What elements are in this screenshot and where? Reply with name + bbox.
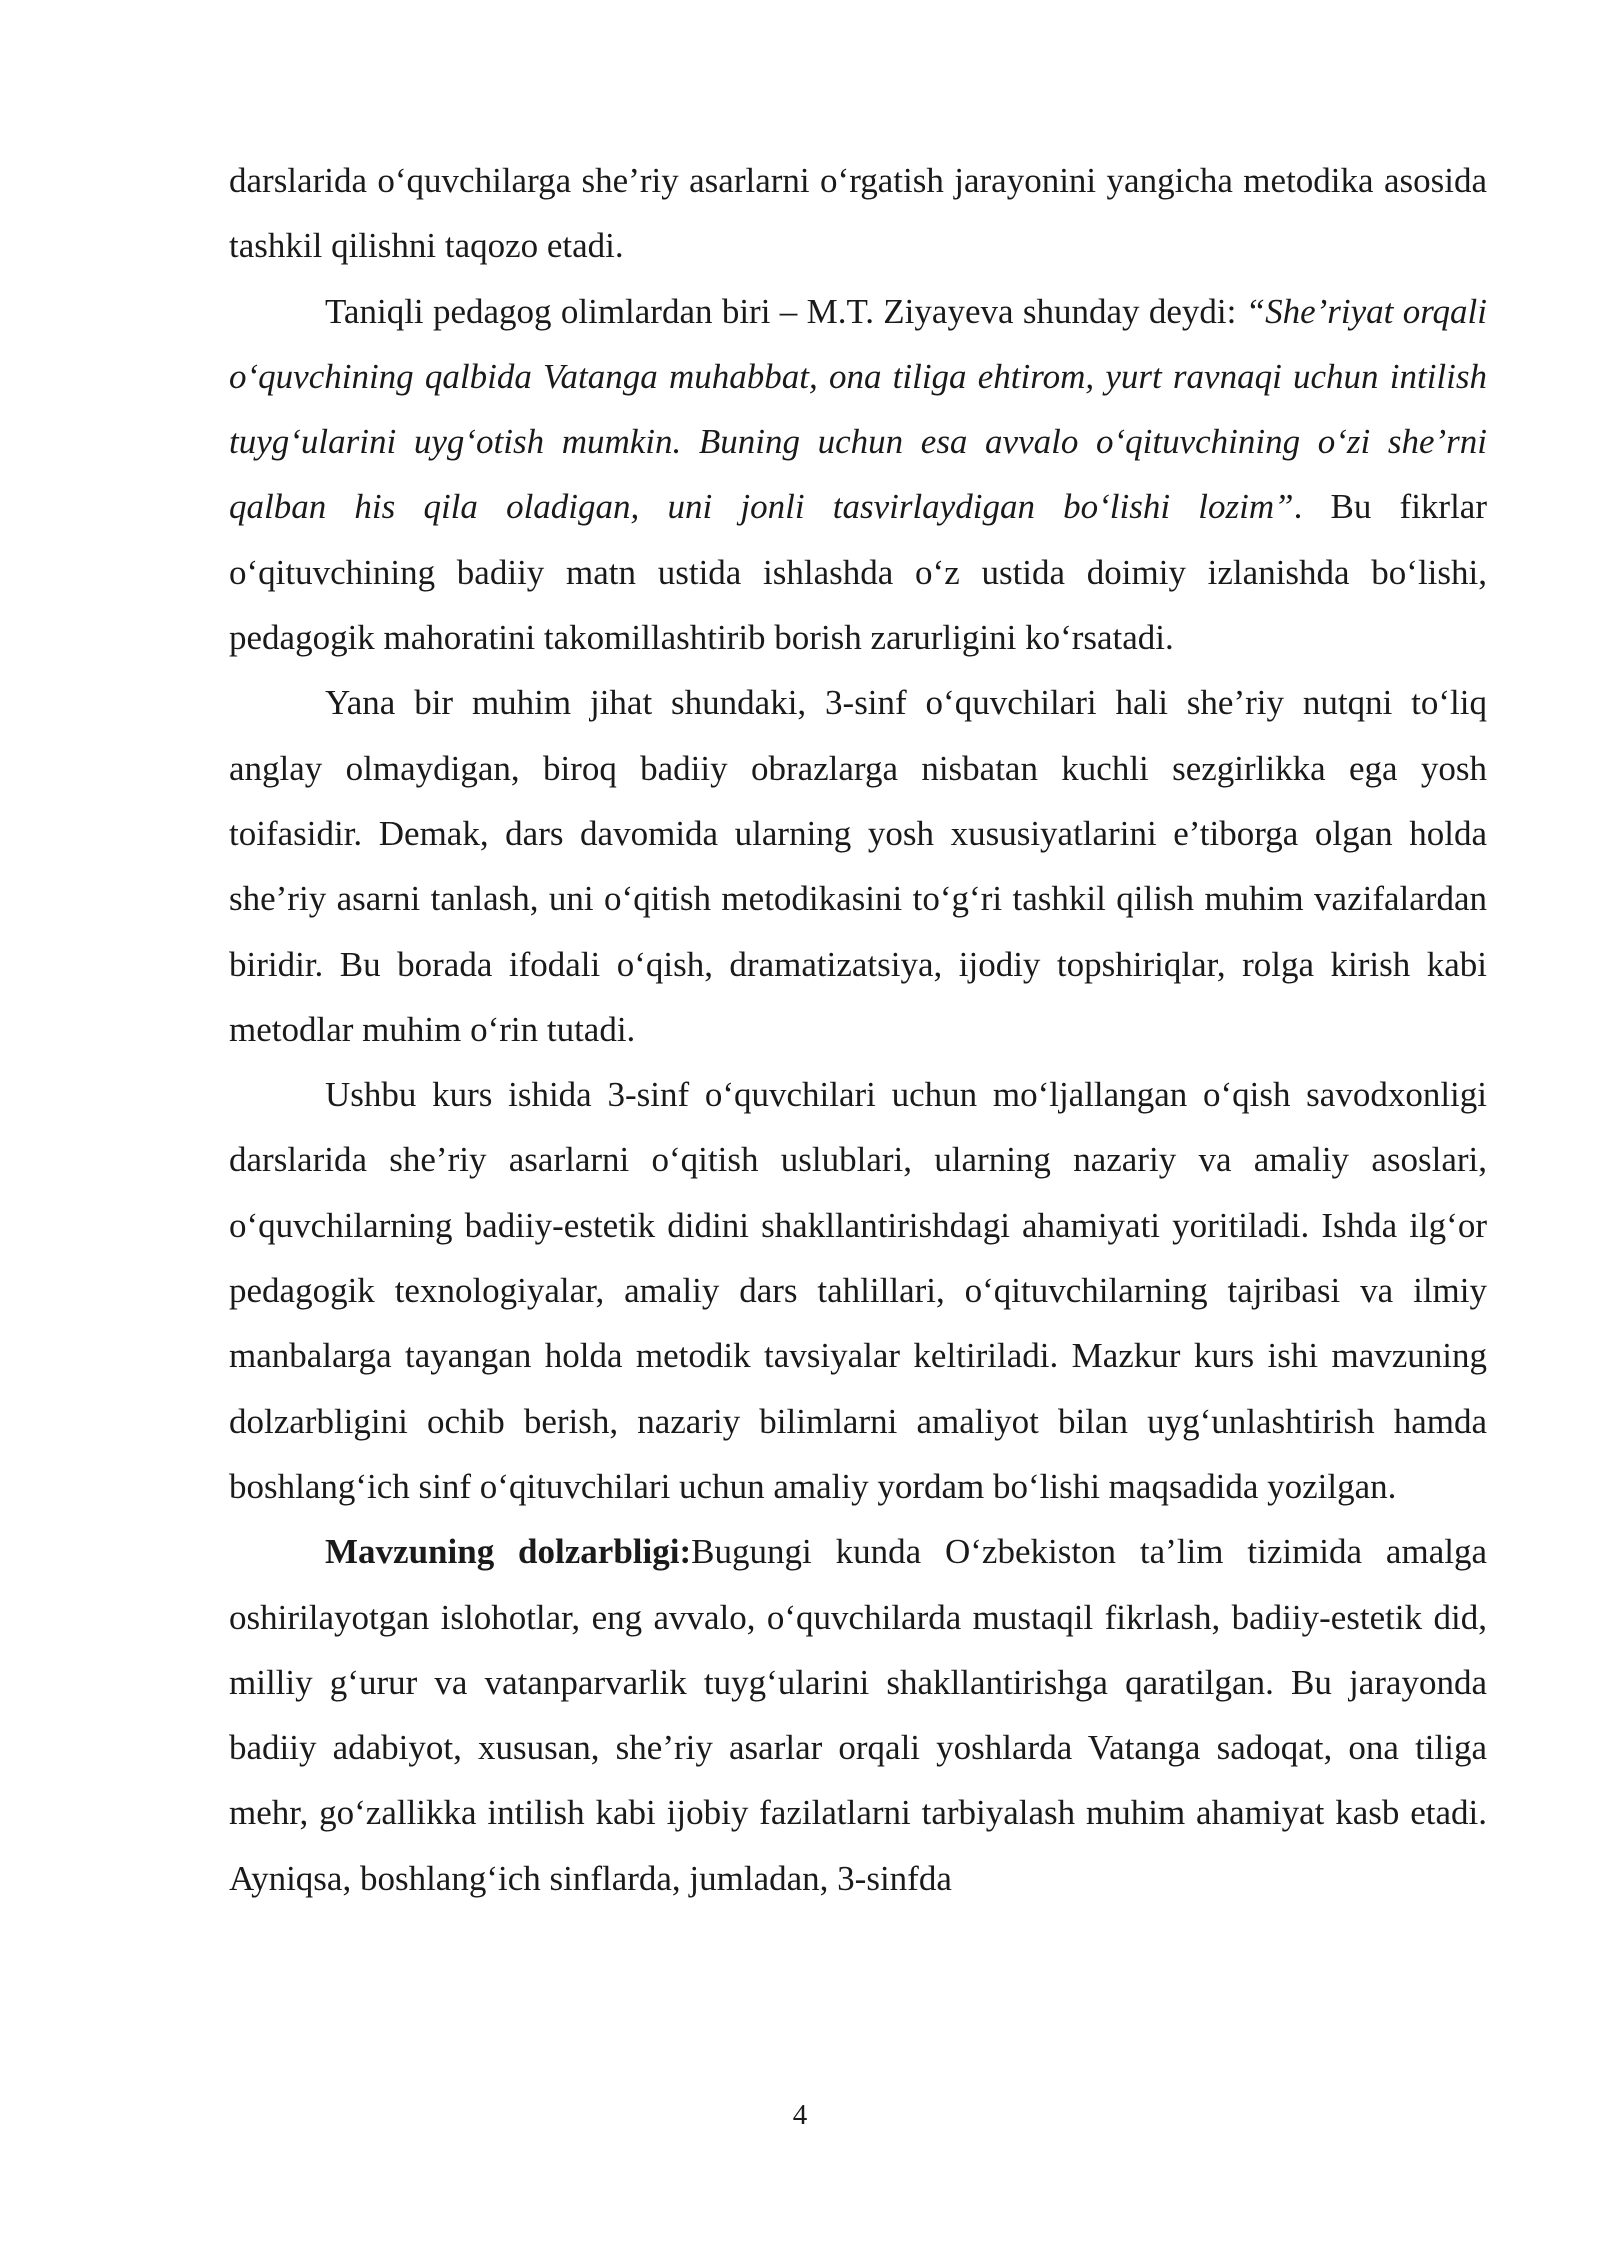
paragraph-text: Bugungi kunda O‘zbekiston ta’lim tizimida amalga oshirilayotgan islohotlar, eng avvalo, o‘quvchilarda mustaqil fikrlash, badiiy-estetik did, milliy g‘urur va vatanparvarlik tuyg‘ularini shakllantirishga qaratilgan. Bu jarayonda badiiy adabiyot, xususan, she’riy asarlar orqali yoshlarda Vatanga sadoqat, ona tiliga mehr, go‘zallikka intilish kabi ijobiy fazilatlarni tarbiyalash muhim ahamiyat kasb etadi. Ayniqsa, boshlang‘ich sinflarda, jumladan, 3-sinfda — [229, 1532, 1487, 1898]
paragraph-lead: Taniqli pedagog olimlardan biri – M.T. Ziyayeva shunday deydi: — [325, 291, 1246, 331]
paragraph-text: Yana bir muhim jihat shundaki, 3-sinf o‘quvchilari hali she’riy nutqni to‘liq anglay olmaydigan, biroq badiiy obrazlarga nisbatan kuchli sezgirlikka ega yosh toifasidir. Demak, dars davomida ularning yosh xususiyatlarini e’tiborga olgan holda she’riy asarni tanlash, uni o‘qitish metodikasini to‘g‘ri tashkil qilish muhim vazifalardan biridir. Bu borada ifodali o‘qish, dramatizatsiya, ijodiy topshiriqlar, rolga kirish kabi metodlar muhim o‘rin tutadi. — [229, 683, 1487, 1049]
paragraph-tail: . Bu fikrlar o‘qituvchining badiiy matn ustida ishlashda o‘z ustida doimiy izlanishda bo‘lishi, pedagogik mahoratini takomillashtirib borish zarurligini ko‘rsatadi. — [229, 487, 1487, 658]
paragraph-age-features — [229, 670, 1487, 1062]
body-text — [229, 148, 1487, 1911]
paragraph-text: darslarida o‘quvchilarga she’riy asarlarni o‘rgatish jarayonini yangicha metodika asosida tashkil qilishni taqozo etadi. — [229, 161, 1487, 266]
paragraph-continuation — [229, 148, 1487, 279]
paragraph-course-work — [229, 1062, 1487, 1519]
italic-quotation: “She’riyat orqali o‘quvchining qalbida Vatanga muhabbat, ona tiliga ehtirom, yurt ravnaqi uchun intilish tuyg‘ularini uyg‘otish mumkin. Buning uchun esa avvalo o‘qituvchining o‘zi she’rni qalban his qila oladigan, uni jonli tasvirlaydigan bo‘lishi lozim” — [229, 291, 1487, 527]
paragraph-text: Ushbu kurs ishida 3-sinf o‘quvchilari uchun mo‘ljallangan o‘qish savodxonligi darslarida she’riy asarlarni o‘qitish uslublari, ularning nazariy va amaliy asoslari, o‘quvchilarning badiiy-estetik didini shakllantirishdagi ahamiyati yoritiladi. Ishda ilg‘or pedagogik texnologiyalar, amaliy dars tahlillari, o‘qituvchilarning tajribasi va ilmiy manbalarga tayangan holda metodik tavsiyalar keltiriladi. Mazkur kurs ishi mavzuning dolzarbligini ochib berish, nazariy bilimlarni amaliyot bilan uyg‘unlashtirish hamda boshlang‘ich sinf o‘qituvchilari uchun amaliy yordam bo‘lishi maqsadida yozilgan. — [229, 1075, 1487, 1506]
section-heading-relevance: Mavzuning dolzarbligi: — [325, 1532, 692, 1572]
paragraph-relevance — [229, 1519, 1487, 1911]
page-number: 4 — [792, 2099, 808, 2131]
paragraph-quote — [229, 279, 1487, 671]
